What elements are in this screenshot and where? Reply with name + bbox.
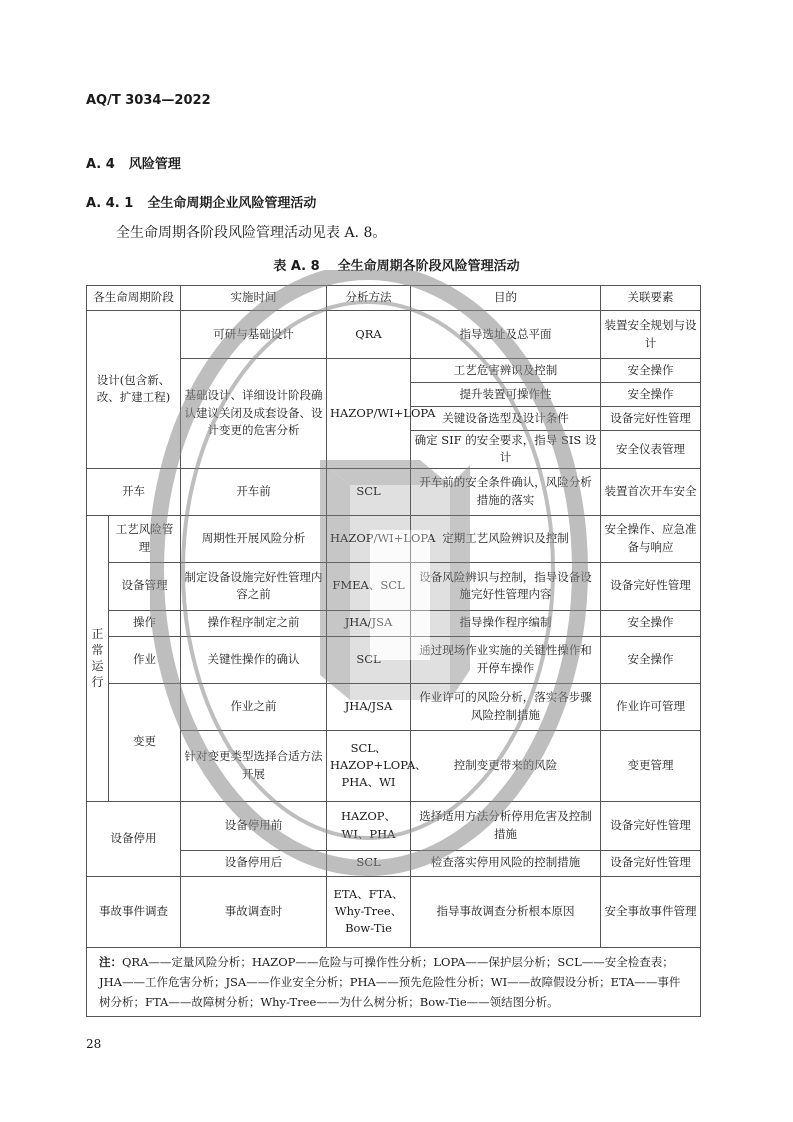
timing-cell: 针对变更类型选择合适方法开展 <box>181 730 327 801</box>
element-cell: 设备完好性管理 <box>601 407 701 431</box>
method-cell: HAZOP/WI+LOPA <box>327 359 411 469</box>
substage-cell: 工艺风险管理 <box>109 515 181 562</box>
intro-paragraph: 全生命周期各阶段风险管理活动见表 A. 8。 <box>116 225 387 241</box>
table-caption-title: 全生命周期各阶段风险管理活动 <box>337 259 520 274</box>
timing-cell: 事故调查时 <box>181 876 327 947</box>
substage-cell: 变更 <box>109 683 181 801</box>
purpose-cell: 关键设备选型及设计条件 <box>411 407 601 431</box>
stage-normal-operation: 正 常 运 行 <box>91 626 104 690</box>
header-cell: 关联要素 <box>601 286 701 311</box>
header-cell: 实施时间 <box>181 286 327 311</box>
purpose-cell: 工艺危害辨识及控制 <box>411 359 601 383</box>
method-cell: HAZOP、WI、PHA <box>327 801 411 850</box>
document-code: AQ/T 3034—2022 <box>86 93 211 108</box>
method-cell: ETA、FTA、Why-Tree、Bow-Tie <box>327 876 411 947</box>
subsection-number: A. 4. 1 <box>86 196 134 211</box>
method-cell: FMEA、SCL <box>327 562 411 610</box>
purpose-cell: 通过现场作业实施的关键性操作和开停车操作 <box>411 636 601 683</box>
substage-cell: 作业 <box>109 636 181 683</box>
purpose-cell: 选择适用方法分析停用危害及控制措施 <box>411 801 601 850</box>
table-caption-number: 表 A. 8 <box>273 259 320 274</box>
timing-cell: 操作程序制定之前 <box>181 610 327 636</box>
timing-cell: 开车前 <box>181 468 327 515</box>
table-row <box>87 311 701 359</box>
subsection-heading <box>86 192 316 211</box>
table-row <box>87 468 701 515</box>
table-row <box>87 876 701 947</box>
timing-cell: 设备停用前 <box>181 801 327 850</box>
purpose-cell: 定期工艺风险辨识及控制 <box>411 515 601 562</box>
purpose-cell: 开车前的安全条件确认，风险分析措施的落实 <box>411 468 601 515</box>
stage-cell: 设计(包含新、改、扩建工程) <box>87 311 181 469</box>
table-row <box>87 683 701 730</box>
purpose-cell: 指导选址及总平面 <box>411 311 601 359</box>
section-number: A. 4 <box>86 157 115 172</box>
risk-management-table <box>86 285 701 1017</box>
purpose-cell: 作业许可的风险分析，落实各步骤风险控制措施 <box>411 683 601 730</box>
table-row <box>87 562 701 610</box>
purpose-cell: 检查落实停用风险的控制措施 <box>411 850 601 876</box>
method-cell: JHA/JSA <box>327 610 411 636</box>
element-cell: 设备完好性管理 <box>601 801 701 850</box>
stage-cell: 事故事件调查 <box>87 876 181 947</box>
element-cell: 安全操作、应急准备与响应 <box>601 515 701 562</box>
method-cell: SCL <box>327 850 411 876</box>
table-note <box>87 947 701 1016</box>
timing-cell: 关键性操作的确认 <box>181 636 327 683</box>
method-cell: JHA/JSA <box>327 683 411 730</box>
element-cell: 装置安全规划与设计 <box>601 311 701 359</box>
header-cell: 各生命周期阶段 <box>87 286 181 311</box>
timing-cell: 可研与基础设计 <box>181 311 327 359</box>
substage-cell: 设备管理 <box>109 562 181 610</box>
section-title: 风险管理 <box>128 157 181 172</box>
purpose-cell: 提升装置可操作性 <box>411 383 601 407</box>
table-row <box>87 801 701 850</box>
element-cell: 安全操作 <box>601 383 701 407</box>
timing-cell: 作业之前 <box>181 683 327 730</box>
timing-cell: 基础设计、详细设计阶段确认建议关闭及成套设备、设计变更的危害分析 <box>181 359 327 469</box>
purpose-cell: 设备风险辨识与控制，指导设备设施完好性管理内容 <box>411 562 601 610</box>
element-cell: 安全操作 <box>601 636 701 683</box>
purpose-cell: 指导事故调查分析根本原因 <box>411 876 601 947</box>
element-cell: 作业许可管理 <box>601 683 701 730</box>
method-cell: SCL <box>327 468 411 515</box>
method-cell: QRA <box>327 311 411 359</box>
table-header-row <box>87 286 701 311</box>
element-cell: 装置首次开车安全 <box>601 468 701 515</box>
header-cell: 目的 <box>411 286 601 311</box>
purpose-cell: 指导操作程序编制 <box>411 610 601 636</box>
subsection-title: 全生命周期企业风险管理活动 <box>147 196 317 211</box>
element-cell: 设备完好性管理 <box>601 562 701 610</box>
element-cell: 安全操作 <box>601 610 701 636</box>
element-cell: 变更管理 <box>601 730 701 801</box>
timing-cell: 制定设备设施完好性管理内容之前 <box>181 562 327 610</box>
timing-cell: 周期性开展风险分析 <box>181 515 327 562</box>
element-cell: 安全操作 <box>601 359 701 383</box>
element-cell: 安全事故事件管理 <box>601 876 701 947</box>
stage-cell: 开车 <box>87 468 181 515</box>
section-heading <box>86 153 181 172</box>
table-row <box>87 636 701 683</box>
table-note-row <box>87 947 701 1016</box>
table-row <box>87 515 701 562</box>
substage-cell: 操作 <box>109 610 181 636</box>
element-cell: 设备完好性管理 <box>601 850 701 876</box>
method-cell: SCL <box>327 636 411 683</box>
note-label: 注： <box>99 954 122 969</box>
page-number: 28 <box>86 1037 102 1051</box>
element-cell: 安全仪表管理 <box>601 431 701 469</box>
header-cell: 分析方法 <box>327 286 411 311</box>
purpose-cell: 控制变更带来的风险 <box>411 730 601 801</box>
method-cell: HAZOP/WI+LOPA <box>327 515 411 562</box>
timing-cell: 设备停用后 <box>181 850 327 876</box>
stage-cell: 设备停用 <box>87 801 181 876</box>
note-text: QRA——定量风险分析；HAZOP——危险与可操作性分析；LOPA——保护层分析；SCL——安全检查表；JHA——工作危害分析；JSA——作业安全分析；PHA——预先危险性分析；WI——故障假设分析；ETA——事件树分析；FTA——故障树分析；Why-Tree——为什么树分析；Bow-Tie——领结图分析。 <box>99 954 681 1009</box>
method-cell: SCL、HAZOP+LOPA、PHA、WI <box>327 730 411 801</box>
purpose-cell: 确定 SIF 的安全要求，指导 SIS 设计 <box>411 431 601 469</box>
stage-cell <box>87 515 109 801</box>
table-caption <box>0 255 793 274</box>
table-row <box>87 610 701 636</box>
